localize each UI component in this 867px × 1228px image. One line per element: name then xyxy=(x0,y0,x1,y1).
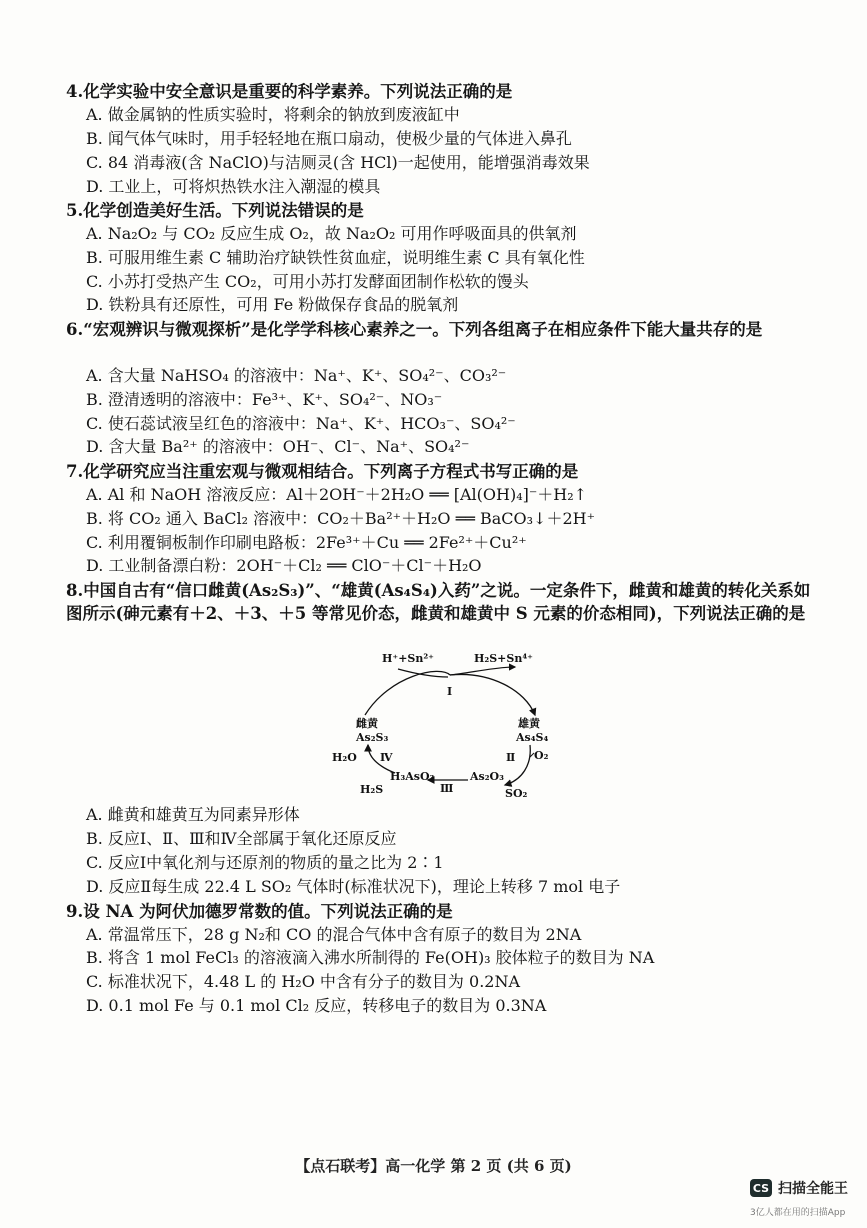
scanner-logo-icon: CS xyxy=(750,1179,772,1197)
question-6-option-d: D. 含大量 Ba²⁺ 的溶液中：OH⁻、Cl⁻、Na⁺、SO₄²⁻ xyxy=(86,437,470,456)
question-5-option-d: D. 铁粉具有还原性，可用 Fe 粉做保存食品的脱氧剂 xyxy=(86,295,459,314)
question-7-stem: 7.化学研究应当注重宏观与微观相结合。下列离子方程式书写正确的是 xyxy=(66,462,579,481)
question-7-option-c: C. 利用覆铜板制作印刷电路板：2Fe³⁺＋Cu ══ 2Fe²⁺＋Cu²⁺ xyxy=(86,533,527,552)
diagram-roman-1: Ⅰ xyxy=(447,685,453,698)
arsenic-sulfide-cycle-diagram xyxy=(320,645,580,805)
question-5-option-b: B. 可服用维生素 C 辅助治疗缺铁性贫血症，说明维生素 C 具有氧化性 xyxy=(86,248,585,267)
question-5-stem: 5.化学创造美好生活。下列说法错误的是 xyxy=(66,201,364,220)
diagram-roman-4: Ⅳ xyxy=(380,751,393,764)
question-4-stem: 4.化学实验中安全意识是重要的科学素养。下列说法正确的是 xyxy=(66,82,513,101)
reaction-1-to-realgar xyxy=(450,674,535,715)
diagram-top-left: H⁺+Sn²⁺ xyxy=(382,652,434,665)
question-4-option-a: A. 做金属钠的性质实验时，将剩余的钠放到废液缸中 xyxy=(86,105,460,124)
question-8-stem: 8.中国自古有“信口雌黄(As₂S₃)”、“雄黄(As₄S₄)入药”之说。一定条件下，雌黄和雄黄的转化关系如图所示(砷元素有＋2、＋3、＋5 等常见价态，雌黄和雄黄中 S 元素的价态相同)，下列说法正确的是 xyxy=(66,581,811,623)
question-5-option-c: C. 小苏打受热产生 CO₂，可用小苏打发酵面团制作松软的馒头 xyxy=(86,272,529,291)
diagram-roman-3: Ⅲ xyxy=(440,782,454,795)
scanner-watermark xyxy=(750,1178,848,1198)
question-4-option-b: B. 闻气体气味时，用手轻轻地在瓶口扇动，使极少量的气体进入鼻孔 xyxy=(86,129,572,148)
question-4-option-d: D. 工业上，可将炽热铁水注入潮湿的模具 xyxy=(86,177,381,196)
question-7-option-d: D. 工业制备漂白粉：2OH⁻＋Cl₂ ══ ClO⁻＋Cl⁻＋H₂O xyxy=(86,556,482,575)
diagram-left-name: 雌黄 xyxy=(356,717,378,730)
question-8-option-c: C. 反应Ⅰ中氧化剂与还原剂的物质的量之比为 2∶1 xyxy=(86,853,444,872)
question-6-option-c: C. 使石蕊试液呈红色的溶液中：Na⁺、K⁺、HCO₃⁻、SO₄²⁻ xyxy=(86,414,516,433)
diagram-h2o: H₂O xyxy=(332,751,357,764)
diagram-h3aso3: H₃AsO₃ xyxy=(390,770,435,783)
question-9-option-a: A. 常温常压下，28 g N₂和 CO 的混合气体中含有原子的数目为 2NA xyxy=(86,925,582,944)
scanner-tagline: 3亿人都在用的扫描App xyxy=(750,1208,846,1218)
diagram-top-right: H₂S+Sn⁴⁺ xyxy=(474,652,533,665)
question-7-option-b: B. 将 CO₂ 通入 BaCl₂ 溶液中：CO₂＋Ba²⁺＋H₂O ══ BaCO₃↓＋2H⁺ xyxy=(86,509,596,528)
diagram-left-formula: As₂S₃ xyxy=(356,731,389,744)
scanner-app-name: 扫描全能王 xyxy=(778,1181,848,1197)
diagram-so2: SO₂ xyxy=(505,787,528,800)
reaction-1-arc xyxy=(365,671,453,715)
question-9-option-b: B. 将含 1 mol FeCl₃ 的溶液滴入沸水所制得的 Fe(OH)₃ 胶体粒子的数目为 NA xyxy=(86,948,655,967)
diagram-as2o3: As₂O₃ xyxy=(470,770,504,783)
question-6-option-b: B. 澄清透明的溶液中：Fe³⁺、K⁺、SO₄²⁻、NO₃⁻ xyxy=(86,390,443,409)
diagram-right-formula: As₄S₄ xyxy=(516,731,549,744)
question-9-option-c: C. 标准状况下，4.48 L 的 H₂O 中含有分子的数目为 0.2NA xyxy=(86,972,521,991)
question-6-option-a: A. 含大量 NaHSO₄ 的溶液中：Na⁺、K⁺、SO₄²⁻、CO₃²⁻ xyxy=(86,366,507,385)
diagram-o2: O₂ xyxy=(534,749,549,762)
question-8-option-b: B. 反应Ⅰ、Ⅱ、Ⅲ和Ⅳ全部属于氧化还原反应 xyxy=(86,829,397,848)
diagram-right-name: 雄黄 xyxy=(518,717,540,730)
question-6-stem: 6.“宏观辨识与微观探析”是化学学科核心素养之一。下列各组离子在相应条件下能大量共存的是 xyxy=(66,320,763,339)
question-4-option-c: C. 84 消毒液(含 NaClO)与洁厕灵(含 HCl)一起使用，能增强消毒效果 xyxy=(86,153,590,172)
diagram-roman-2: Ⅱ xyxy=(506,751,516,764)
question-8-option-d: D. 反应Ⅱ每生成 22.4 L SO₂ 气体时(标准状况下)，理论上转移 7 mol 电子 xyxy=(86,877,621,896)
question-8-option-a: A. 雌黄和雄黄互为同素异形体 xyxy=(86,805,300,824)
question-9-option-d: D. 0.1 mol Fe 与 0.1 mol Cl₂ 反应，转移电子的数目为 0.3NA xyxy=(86,996,547,1015)
question-9-stem: 9.设 NA 为阿伏加德罗常数的值。下列说法正确的是 xyxy=(66,902,453,921)
page-footer: 【点石联考】高一化学 第 2 页 (共 6 页) xyxy=(295,1157,572,1175)
diagram-h2s: H₂S xyxy=(360,783,384,796)
question-7-option-a: A. Al 和 NaOH 溶液反应：Al＋2OH⁻＋2H₂O ══ [Al(OH)₄]⁻＋H₂↑ xyxy=(86,485,588,504)
question-5-option-a: A. Na₂O₂ 与 CO₂ 反应生成 O₂，故 Na₂O₂ 可用作呼吸面具的供氧剂 xyxy=(86,224,577,243)
